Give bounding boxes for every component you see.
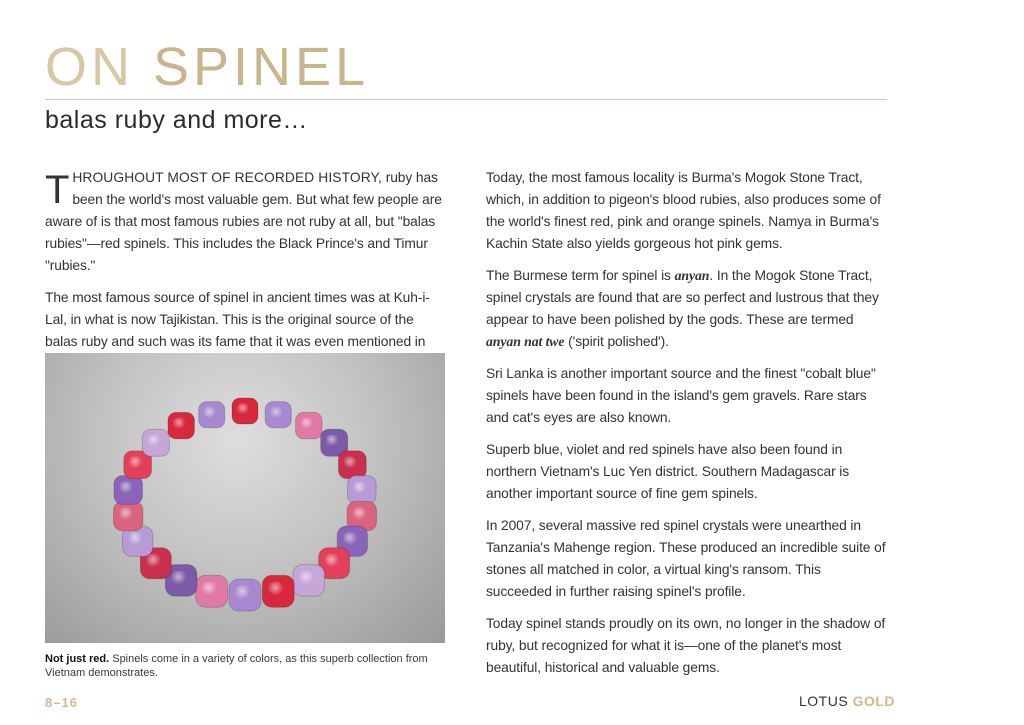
sri-lanka-paragraph: Sri Lanka is another important source and the finest "cobalt blue" spinels have been found in the island's gem gravels. Rare stars and cat's eyes are also known. — [486, 366, 876, 425]
page-subtitle: balas ruby and more… — [45, 106, 308, 134]
spinel-gem — [196, 575, 228, 607]
spinel-gem — [229, 579, 261, 611]
brand-main: LOTUS — [799, 693, 853, 709]
caption-text: Spinels come in a variety of colors, as this superb collection from Vietnam demonstrates. — [45, 653, 428, 679]
right-column — [486, 167, 888, 689]
term-anyan: anyan — [674, 268, 710, 283]
spinel-gem — [114, 476, 143, 505]
intro-text: ruby has been the world's most valuable gem. But what few people are aware of is that most famous rubies are not ruby at all, but "balas rubies"—red spinels. This includes the Black Prince's and Timur "rubies." — [45, 170, 442, 273]
title-strong: SPINEL — [153, 37, 370, 97]
spinel-gem — [142, 429, 169, 456]
spinel-gem — [199, 402, 225, 428]
photo-caption — [45, 652, 445, 680]
anyan-paragraph — [486, 265, 888, 353]
spinel-gem — [265, 402, 291, 428]
spinel-gem — [232, 398, 258, 424]
caption-bold: Not just red. — [45, 653, 110, 665]
term-anyan-nat-twe: anyan nat twe — [486, 334, 565, 349]
mogok-paragraph: Today, the most famous locality is Burma's Mogok Stone Tract, which, in addition to pigeon's blood rubies, also produces some of the world's finest red, pink and orange spinels. Namya in Burma's Kachin State also yields gorgeous hot pink gems. — [486, 170, 881, 251]
brand-gold: GOLD — [852, 693, 896, 709]
vietnam-paragraph: Superb blue, violet and red spinels have also been found in northern Vietnam's Luc Yen district. Southern Madagascar is another important source of fine gem spinels. — [486, 442, 850, 501]
spinel-gem — [338, 451, 366, 479]
spinel-gem — [293, 565, 325, 597]
page-title — [45, 36, 369, 98]
anyan-text-a: The Burmese term for spinel is — [486, 268, 675, 283]
intro-caps: HROUGHOUT MOST OF RECORDED HISTORY, — [72, 170, 382, 185]
drop-cap: T — [45, 168, 70, 212]
intro-paragraph — [45, 167, 445, 277]
spinel-necklace-photo — [45, 353, 445, 643]
anyan-text-b: . In the Mogok Stone Tract, spinel crystals are found that are so perfect and lustrous that they appear to have been polished by the gods. These are termed — [486, 268, 879, 327]
brand-logo — [799, 693, 895, 709]
spinel-gem — [262, 575, 294, 607]
spinel-gem — [348, 476, 377, 505]
page-number: 8–16 — [45, 695, 78, 710]
title-light: ON — [45, 37, 154, 97]
title-rule — [45, 99, 887, 100]
spinel-gem — [296, 412, 322, 438]
tanzania-paragraph: In 2007, several massive red spinel crystals were unearthed in Tanzania's Mahenge region. These produced an incredible suite of stones all matched in color, a virtual king's ransom. This succeeded in further raising spinel's profile. — [486, 518, 886, 599]
conclusion-paragraph: Today spinel stands proudly on its own, no longer in the shadow of ruby, but recognized for what it is—one of the planet's most beautiful, historical and valuable gems. — [486, 616, 886, 675]
spinel-gem — [168, 412, 194, 438]
anyan-text-c: ('spirit polished'). — [564, 334, 669, 349]
spinel-necklace-image — [45, 353, 445, 643]
kuh-i-lal-paragraph: The most famous source of spinel in ancient times was at Kuh-i-Lal, in what is now Tajikistan. This is the original source of the balas ruby and such was its fame that it was even mentioned in — [45, 290, 430, 349]
spinel-gem — [113, 501, 142, 530]
